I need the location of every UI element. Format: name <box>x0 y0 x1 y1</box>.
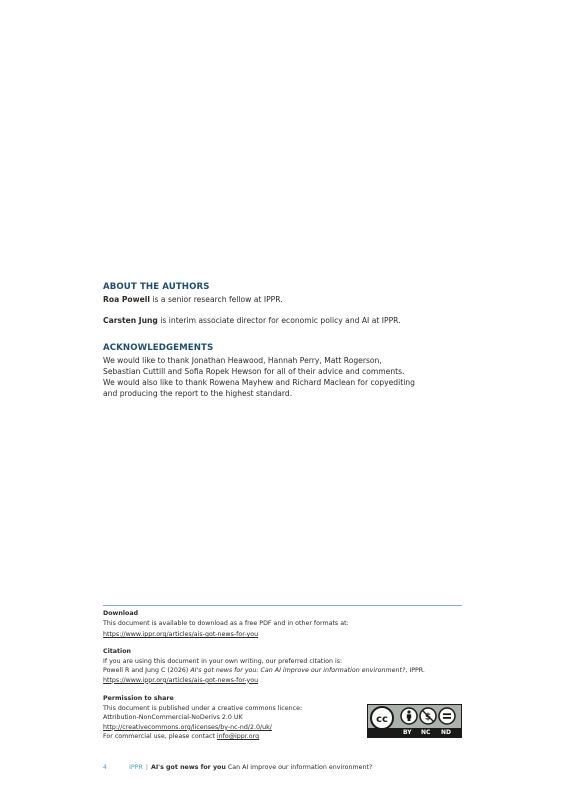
citation-link[interactable]: https://www.ippr.org/articles/ais-got-news-for-you <box>103 676 259 684</box>
ack-line: and producing the report to the highest standard. <box>103 389 293 398</box>
citation-suffix: , IPPR. <box>405 667 425 675</box>
citation-prefix: Powell R and Jung C (2026) <box>103 667 191 675</box>
footer-subtitle: Can AI improve our information environment? <box>225 764 373 771</box>
permission-heading: Permission to share <box>103 695 174 702</box>
about-authors-heading: ABOUT THE AUTHORS <box>103 282 210 292</box>
author-2-name: Carsten Jung <box>103 316 158 325</box>
download-text: This document is available to download as a free PDF and in other formats at: <box>103 619 349 627</box>
citation-block <box>103 647 473 685</box>
licence-link[interactable]: http://creativecommons.org/licenses/by-nc-nd/2.0/uk/ <box>103 723 272 731</box>
page-number: 4 <box>103 764 108 771</box>
cc-licence-badge[interactable] <box>367 704 462 738</box>
acknowledgements-heading: ACKNOWLEDGEMENTS <box>103 343 214 353</box>
permission-text: This document is published under a creative commons licence: <box>103 704 303 712</box>
section-divider <box>103 605 462 606</box>
ack-line: We would like to thank Jonathan Heawood, Hannah Perry, Matt Rogerson, <box>103 356 382 365</box>
svg-text:cc: cc <box>376 714 388 725</box>
download-block <box>103 609 473 640</box>
author-1 <box>103 294 468 305</box>
svg-text:$: $ <box>424 712 432 723</box>
ack-line: Sebastian Cuttill and Sofia Ropek Hewson for all of their advice and comments. <box>103 367 405 376</box>
page-footer <box>103 764 372 771</box>
footer-title: AI's got news for you <box>150 764 226 771</box>
attribution-icon <box>401 708 417 724</box>
ack-line: We would also like to thank Rowena Mayhew and Richard Maclean for copyediting <box>103 378 415 387</box>
download-link[interactable]: https://www.ippr.org/articles/ais-got-news-for-you <box>103 631 259 639</box>
cc-badge-icons <box>368 705 461 729</box>
cc-label-nc: NC <box>421 729 431 736</box>
citation-title: AI's got news for you: Can AI improve our information environment? <box>190 667 406 675</box>
noderivs-icon <box>439 708 455 724</box>
cc-label-by: BY <box>403 729 412 736</box>
contact-email-link[interactable]: info@ippr.org <box>216 733 260 741</box>
cc-label-nd: ND <box>441 729 452 736</box>
citation-heading: Citation <box>103 648 132 655</box>
commercial-prefix: For commercial use, please contact <box>103 733 217 741</box>
author-2-description: is interim associate director for economic policy and AI at IPPR. <box>157 316 401 325</box>
citation-text: If you are using this document in your own writing, our preferred citation is: <box>103 657 343 665</box>
footer-separator: | <box>145 764 148 771</box>
acknowledgements-text <box>103 355 468 399</box>
author-1-description: is a senior research fellow at IPPR. <box>150 295 283 304</box>
author-1-name: Roa Powell <box>103 295 150 304</box>
cc-badge-strip <box>368 728 461 737</box>
citation-reference <box>103 666 473 676</box>
footer-org: IPPR <box>129 764 143 771</box>
noncommercial-icon <box>420 708 436 724</box>
licence-name: Attribution-NonCommercial-NoDerivs 2.0 UK <box>103 714 243 722</box>
author-2 <box>103 315 468 326</box>
download-heading: Download <box>103 610 139 617</box>
cc-icon <box>371 707 393 729</box>
